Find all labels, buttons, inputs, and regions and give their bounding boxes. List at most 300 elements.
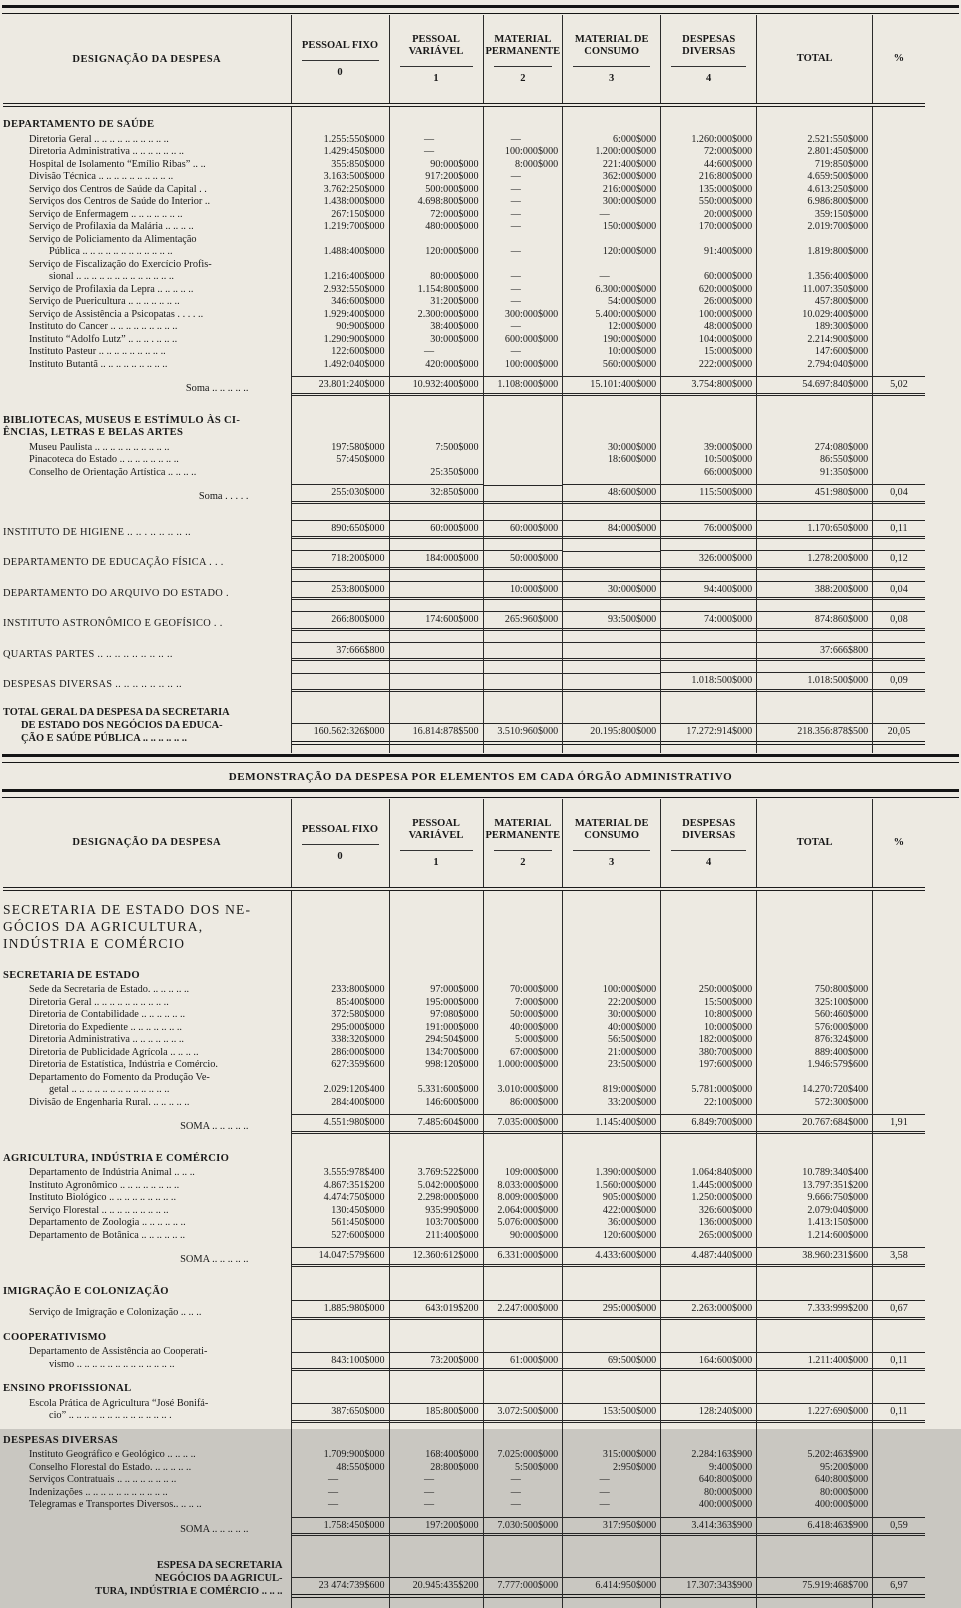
amount-cell <box>757 1205 873 1218</box>
amount-cell <box>661 309 757 322</box>
amount-value <box>484 428 563 440</box>
amount-cell <box>483 1462 563 1475</box>
amount-value <box>390 120 483 132</box>
amount-cell <box>291 1205 389 1218</box>
percent-cell <box>873 997 925 1010</box>
amount-cell <box>563 146 661 159</box>
amount-value: 1.260:000$000 <box>661 134 756 147</box>
amount-cell <box>563 1072 661 1097</box>
amount-value: 66:000$000 <box>661 467 756 480</box>
amount-cell <box>757 1371 873 1398</box>
amount-cell <box>291 1109 389 1141</box>
amount-cell <box>661 159 757 172</box>
amount-cell <box>483 171 563 184</box>
amount-value: 190:000$000 <box>563 334 660 347</box>
amount-cell <box>757 334 873 347</box>
amount-cell <box>757 171 873 184</box>
row-label-line: Instituto Butantã .. .. .. .. .. .. .. .. .. <box>3 359 291 372</box>
amount-cell <box>483 572 563 603</box>
amount-cell <box>291 467 389 480</box>
amount-cell <box>389 1300 483 1320</box>
amount-value: 7.485:604$000 <box>390 1114 483 1134</box>
amount-cell <box>661 209 757 222</box>
amount-value: 1.929:400$000 <box>292 309 389 322</box>
amount-value: 57:450$000 <box>292 454 389 467</box>
table-row <box>3 984 925 997</box>
amount-value: — <box>484 346 563 359</box>
amount-cell <box>483 1205 563 1218</box>
amount-cell <box>661 1398 757 1423</box>
percent-cell <box>873 1371 925 1398</box>
row-label <box>3 1274 291 1301</box>
amount-cell <box>291 1320 389 1347</box>
amount-value <box>484 1332 563 1344</box>
amount-cell <box>389 334 483 347</box>
amount-value: 36:000$000 <box>563 1217 660 1230</box>
amount-cell <box>757 1034 873 1047</box>
percent-cell <box>873 1423 925 1450</box>
amount-value: 31:200$000 <box>390 296 483 309</box>
amount-cell <box>757 694 873 753</box>
amount-cell <box>757 572 873 603</box>
amount-cell <box>291 1097 389 1110</box>
amount-value <box>563 1384 660 1396</box>
column-header-box <box>484 799 563 887</box>
amount-value: 60:000$000 <box>484 520 563 540</box>
amount-value: 20.767:684$000 <box>757 1114 872 1134</box>
amount-value: 1.211:400$000 <box>757 1352 872 1372</box>
row-label-line: AGRICULTURA, INDÚSTRIA E COMÉRCIO <box>3 1153 291 1166</box>
row-label <box>3 1474 291 1487</box>
amount-cell <box>661 1230 757 1243</box>
amount-value: 5.076:000$000 <box>484 1217 563 1230</box>
amount-cell <box>563 1242 661 1274</box>
percent-cell <box>873 1180 925 1193</box>
row-label-line: Instituto Pasteur .. .. .. .. .. .. .. .. .. <box>3 346 291 359</box>
percent-cell <box>873 633 925 664</box>
amount-cell <box>661 1274 757 1301</box>
amount-cell <box>389 958 483 985</box>
amount-value: 10:000$000 <box>563 346 660 359</box>
amount-cell <box>389 209 483 222</box>
amount-value: 50:000$000 <box>484 1009 563 1022</box>
amount-value: 184:000$000 <box>390 550 483 570</box>
column-header-element-4 <box>661 799 757 889</box>
amount-cell <box>483 1022 563 1035</box>
amount-cell <box>483 1320 563 1347</box>
table-row <box>3 1192 925 1205</box>
amount-value: 5.042:000$000 <box>390 1180 483 1193</box>
amount-cell <box>563 105 661 134</box>
table-row <box>3 1274 925 1301</box>
amount-cell <box>757 1543 873 1608</box>
amount-value: 1.356:400$000 <box>757 271 872 284</box>
percent-cell <box>873 511 925 542</box>
amount-value: 48:000$000 <box>661 321 756 334</box>
amount-value: 23:500$000 <box>563 1059 660 1072</box>
amount-cell <box>389 1180 483 1193</box>
amount-cell <box>563 1487 661 1500</box>
amount-value: 620:000$000 <box>661 284 756 297</box>
amount-cell <box>563 454 661 467</box>
amount-cell <box>291 1371 389 1398</box>
row-label-line: TOTAL GERAL DA DESPESA DA SECRETARIA <box>3 706 291 719</box>
amount-value: 500:000$000 <box>390 184 483 197</box>
amount-cell <box>291 259 389 284</box>
amount-value <box>873 1384 925 1396</box>
amount-value: 1.018:500$000 <box>757 672 872 692</box>
percent-cell <box>873 1320 925 1347</box>
row-label-line: Diretoria Administrativa .. .. .. .. .. .. .. <box>3 146 291 159</box>
amount-cell <box>483 958 563 985</box>
amount-value: 890:650$000 <box>292 520 389 540</box>
percent-cell <box>873 1346 925 1371</box>
amount-cell <box>757 541 873 572</box>
amount-cell <box>563 633 661 664</box>
amount-cell <box>661 1512 757 1544</box>
column-number: 1 <box>400 850 473 868</box>
row-label-line: getal .. .. .. .. .. .. .. .. .. .. .. .. .. <box>3 1084 291 1097</box>
amount-value: 60:000$000 <box>661 271 756 284</box>
amount-value: 197:600$000 <box>661 1059 756 1072</box>
amount-value <box>873 1085 925 1097</box>
amount-cell <box>389 1192 483 1205</box>
amount-value: 2.029:120$400 <box>292 1084 389 1097</box>
column-header-box <box>390 799 483 887</box>
column-header-label: TOTAL <box>757 53 872 65</box>
amount-value: 576:000$000 <box>757 1022 872 1035</box>
amount-value: — <box>484 221 563 234</box>
amount-cell <box>483 1034 563 1047</box>
amount-value: 750:800$000 <box>757 984 872 997</box>
amount-value <box>292 428 389 440</box>
table-row <box>3 1180 925 1193</box>
amount-cell <box>661 454 757 467</box>
amount-value: 84:000$000 <box>563 520 660 540</box>
amount-cell <box>483 403 563 442</box>
amount-value <box>661 1332 756 1344</box>
amount-value: 73:200$000 <box>390 1352 483 1372</box>
amount-cell <box>757 1167 873 1180</box>
row-label-line: Departamento do Fomento da Produção Ve- <box>3 1072 291 1085</box>
amount-value: 13.797:351$200 <box>757 1180 872 1193</box>
amount-value <box>563 551 660 570</box>
amount-value: 233:800$000 <box>292 984 389 997</box>
amount-value <box>757 428 872 440</box>
table-row <box>3 259 925 284</box>
amount-cell <box>483 334 563 347</box>
amount-value: 91:350$000 <box>757 467 872 480</box>
amount-cell <box>757 1474 873 1487</box>
amount-cell <box>661 146 757 159</box>
amount-cell <box>661 1167 757 1180</box>
amount-value: — <box>484 246 563 259</box>
amount-value: 338:320$000 <box>292 1034 389 1047</box>
percent-cell <box>873 984 925 997</box>
amount-cell <box>757 184 873 197</box>
amount-value: — <box>292 1474 389 1487</box>
row-label <box>3 1462 291 1475</box>
amount-cell <box>291 1487 389 1500</box>
amount-value: 38.960:231$600 <box>757 1247 872 1267</box>
amount-value: 2.064:000$000 <box>484 1205 563 1218</box>
amount-value: 40:000$000 <box>563 1022 660 1035</box>
amount-value: 80:000$000 <box>757 1487 872 1500</box>
amount-value: 1.108:000$000 <box>484 376 563 396</box>
amount-value: 3.163:500$000 <box>292 171 389 184</box>
amount-cell <box>389 1371 483 1398</box>
amount-cell <box>483 221 563 234</box>
amount-cell <box>661 1109 757 1141</box>
amount-value: 48:600$000 <box>563 484 660 504</box>
amount-value: 174:600$000 <box>390 611 483 631</box>
table-row <box>3 602 925 633</box>
amount-value: 70:000$000 <box>484 984 563 997</box>
amount-value <box>873 1230 925 1242</box>
amount-value: 33:200$000 <box>563 1097 660 1110</box>
amount-value: 0,11 <box>873 520 925 540</box>
table-row <box>3 1059 925 1072</box>
divider-rule <box>2 754 959 763</box>
column-header-box <box>873 799 925 887</box>
amount-value <box>661 642 756 661</box>
amount-cell <box>483 1512 563 1544</box>
amount-cell <box>661 234 757 259</box>
amount-value <box>757 1384 872 1396</box>
percent-cell <box>873 442 925 455</box>
table-row <box>3 1141 925 1168</box>
amount-value: 18:600$000 <box>563 454 660 467</box>
amount-value <box>873 1500 925 1512</box>
column-header-box <box>661 799 756 887</box>
amount-cell <box>291 984 389 997</box>
budget-table-agriculture <box>3 799 925 1608</box>
amount-cell <box>389 1230 483 1243</box>
amount-value <box>873 642 925 661</box>
amount-cell <box>661 1346 757 1371</box>
amount-cell <box>563 442 661 455</box>
table-row <box>3 479 925 511</box>
amount-value <box>873 1047 925 1059</box>
amount-cell <box>483 359 563 372</box>
row-label-line: Departamento de Botânica .. .. .. .. .. .. <box>3 1230 291 1243</box>
amount-value: 5:500$000 <box>484 1462 563 1475</box>
table-row <box>3 1449 925 1462</box>
row-label <box>3 346 291 359</box>
row-label-line: sional .. .. .. .. .. .. .. .. .. .. .. .. .. <box>3 271 291 284</box>
percent-cell <box>873 1097 925 1110</box>
table-row <box>3 105 925 134</box>
amount-value: 560:000$000 <box>563 359 660 372</box>
amount-cell <box>757 1242 873 1274</box>
amount-value: — <box>292 1499 389 1512</box>
table-row <box>3 541 925 572</box>
amount-value: 719:850$000 <box>757 159 872 172</box>
amount-cell <box>563 296 661 309</box>
amount-value: 23 474:739$600 <box>292 1577 389 1599</box>
amount-cell <box>291 346 389 359</box>
amount-value: 67:000$000 <box>484 1047 563 1060</box>
row-label-line: SECRETARIA DE ESTADO <box>3 970 291 983</box>
amount-cell <box>661 958 757 985</box>
column-header-label: % <box>873 837 925 849</box>
amount-cell <box>757 663 873 694</box>
row-label <box>3 541 291 572</box>
amount-cell <box>661 346 757 359</box>
amount-value: 86:000$000 <box>484 1097 563 1110</box>
amount-value: 10:500$000 <box>661 454 756 467</box>
percent-cell <box>873 146 925 159</box>
row-label-line: Departamento de Indústria Animal .. .. .. <box>3 1167 291 1180</box>
header-row <box>3 799 925 889</box>
amount-value: 10:800$000 <box>661 1009 756 1022</box>
amount-value: 7:000$000 <box>484 997 563 1010</box>
row-label <box>3 1167 291 1180</box>
row-label-line: Telegramas e Transportes Diversos.. .. .. .. <box>3 1499 291 1512</box>
row-label-line: DESPESAS DIVERSAS <box>3 1435 291 1448</box>
amount-value: 917:200$000 <box>390 171 483 184</box>
amount-cell <box>661 442 757 455</box>
amount-value: — <box>484 184 563 197</box>
amount-cell <box>291 1398 389 1423</box>
amount-cell <box>563 346 661 359</box>
table-row <box>3 1109 925 1141</box>
amount-value: — <box>563 1487 660 1500</box>
row-label <box>3 1371 291 1398</box>
amount-cell <box>661 1047 757 1060</box>
amount-value: 32:850$000 <box>390 484 483 504</box>
amount-cell <box>291 541 389 572</box>
row-label-line: ÇÃO E SAÚDE PÚBLICA .. .. .. .. .. .. <box>3 732 291 745</box>
row-label-line: Instituto Biológico .. .. .. .. .. .. .. .. .. <box>3 1192 291 1205</box>
amount-cell <box>483 1300 563 1320</box>
amount-cell <box>483 184 563 197</box>
row-label-line: Museu Paulista .. .. .. .. .. .. .. .. .. .. <box>3 442 291 455</box>
amount-cell <box>389 633 483 664</box>
amount-value: 25:350$000 <box>390 467 483 480</box>
row-label <box>3 1320 291 1347</box>
row-label-line: Serviço de Profilaxia da Lepra .. .. .. .. .. <box>3 284 291 297</box>
column-header-label: PESSOAL VARIÁVEL <box>390 34 483 58</box>
row-label-line: IMIGRAÇÃO E COLONIZAÇÃO <box>3 1286 291 1299</box>
row-label <box>3 984 291 997</box>
amount-value: 37:666$800 <box>292 642 389 662</box>
row-label <box>3 479 291 511</box>
amount-value <box>390 940 483 952</box>
amount-cell <box>661 1217 757 1230</box>
amount-value <box>873 1193 925 1205</box>
amount-value <box>873 134 925 146</box>
amount-value: 191:000$000 <box>390 1022 483 1035</box>
amount-cell <box>757 442 873 455</box>
amount-value: 1.885:980$000 <box>292 1300 389 1320</box>
amount-cell <box>291 196 389 209</box>
table-row <box>3 511 925 542</box>
amount-value: 1.445:000$000 <box>661 1180 756 1193</box>
amount-value <box>757 970 872 982</box>
amount-value: 15:500$000 <box>661 997 756 1010</box>
amount-value: 4.613:250$000 <box>757 184 872 197</box>
amount-cell <box>291 694 389 753</box>
amount-cell <box>389 1059 483 1072</box>
amount-cell <box>757 134 873 147</box>
row-label <box>3 309 291 322</box>
amount-value: 90:000$000 <box>484 1230 563 1243</box>
amount-value: 4.698:800$000 <box>390 196 483 209</box>
amount-cell <box>483 1371 563 1398</box>
amount-cell <box>389 171 483 184</box>
row-label-line: Diretoria de Estatística, Indústria e Comércio. <box>3 1059 291 1072</box>
table-row <box>3 1474 925 1487</box>
amount-cell <box>291 958 389 985</box>
amount-cell <box>389 234 483 259</box>
amount-value <box>873 159 925 171</box>
amount-cell <box>483 984 563 997</box>
row-label-line: ÊNCIAS, LETRAS E BELAS ARTES <box>3 427 291 440</box>
amount-value: 222:000$000 <box>661 359 756 372</box>
amount-cell <box>291 159 389 172</box>
percent-cell <box>873 1230 925 1243</box>
amount-value <box>661 940 756 952</box>
amount-cell <box>661 105 757 134</box>
amount-value: — <box>292 1487 389 1500</box>
percent-cell <box>873 1047 925 1060</box>
amount-cell <box>389 1423 483 1450</box>
amount-value: — <box>484 1474 563 1487</box>
column-number: 0 <box>302 60 379 78</box>
amount-cell <box>563 221 661 234</box>
amount-value <box>292 673 389 692</box>
amount-cell <box>661 1009 757 1022</box>
amount-cell <box>563 1167 661 1180</box>
amount-cell <box>291 334 389 347</box>
amount-value: 130:450$000 <box>292 1205 389 1218</box>
row-label <box>3 454 291 467</box>
column-number: 3 <box>573 850 650 868</box>
column-number: 1 <box>400 66 473 84</box>
amount-cell <box>661 1059 757 1072</box>
amount-cell <box>661 572 757 603</box>
amount-value: 90:900$000 <box>292 321 389 334</box>
amount-value <box>292 970 389 982</box>
percent-cell <box>873 159 925 172</box>
row-label <box>3 284 291 297</box>
row-label <box>3 234 291 259</box>
amount-value: — <box>390 134 483 147</box>
row-label <box>3 1300 291 1320</box>
amount-value: 100:000$000 <box>484 146 563 159</box>
amount-cell <box>757 105 873 134</box>
amount-cell <box>757 221 873 234</box>
amount-value: 6:000$000 <box>563 134 660 147</box>
percent-cell <box>873 1034 925 1047</box>
table-row <box>3 454 925 467</box>
amount-value: 72:000$000 <box>661 146 756 159</box>
amount-value: 1.227:690$000 <box>757 1403 872 1423</box>
amount-value: 15.101:400$000 <box>563 376 660 396</box>
percent-cell <box>873 1487 925 1500</box>
table-row <box>3 134 925 147</box>
amount-cell <box>291 663 389 694</box>
amount-value <box>484 485 563 504</box>
table-row <box>3 1022 925 1035</box>
column-header-box <box>292 15 389 103</box>
amount-cell <box>757 454 873 467</box>
amount-value: 5:000$000 <box>484 1034 563 1047</box>
amount-value: 185:800$000 <box>390 1403 483 1423</box>
amount-value <box>563 940 660 952</box>
row-label <box>3 694 291 753</box>
